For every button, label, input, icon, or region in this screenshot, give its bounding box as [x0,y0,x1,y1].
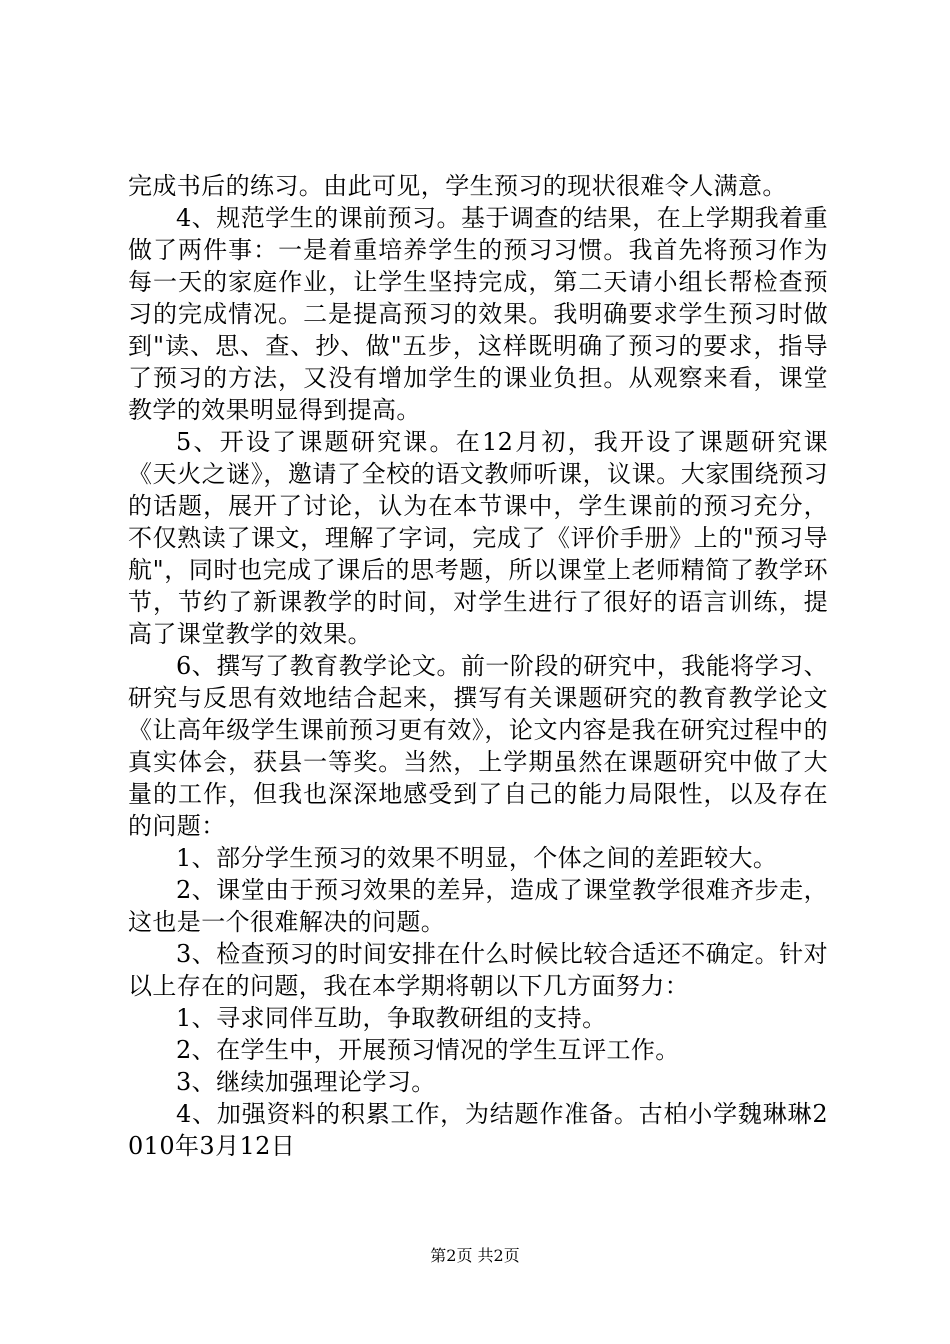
paragraph-0: 完成书后的练习。由此可见，学生预习的现状很难令人满意。 [128,172,787,200]
page-number-footer: 第2页 共2页 [430,1246,520,1265]
paragraph-3: 6、撰写了教育教学论文。前一阶段的研究中，我能将学习、研究与反思有效地结合起来，撰写有关课题研究的教育教学论文《让高年级学生课前预习更有效》，论文内容是我在研究过程中的真实体会，获县一等奖。当然，上学期虽然在课题研究中做了大量的工作，但我也深深地感受到了自己的能力局限性，以及存在的问题： [128,652,828,840]
paragraph-5: 2、课堂由于预习效果的差异，造成了课堂教学很难齐步走，这也是一个很难解决的问题。 [128,876,828,936]
paragraph-2: 5、开设了课题研究课。在12月初，我开设了课题研究课《天火之谜》，邀请了全校的语文教师听课，议课。大家围绕预习的话题，展开了讨论，认为在本节课中，学生课前的预习充分，不仅熟读了课文，理解了字词，完成了《评价手册》上的"预习导航"，同时也完成了课后的思考题，所以课堂上老师精简了教学环节，节约了新课教学的时间，对学生进行了很好的语言训练，提高了课堂教学的效果。 [128,428,828,648]
paragraph-1: 4、规范学生的课前预习。基于调查的结果，在上学期我着重做了两件事：一是着重培养学生的预习习惯。我首先将预习作为每一天的家庭作业，让学生坚持完成，第二天请小组长帮检查预习的完成情况。二是提高预习的效果。我明确要求学生预习时做到"读、思、查、抄、做"五步，这样既明确了预习的要求，指导了预习的方法，又没有增加学生的课业负担。从观察来看，课堂教学的效果明显得到提高。 [128,204,828,424]
paragraph-8: 2、在学生中，开展预习情况的学生互评工作。 [176,1036,680,1064]
document-body [128,170,828,1162]
paragraph-4: 1、部分学生预习的效果不明显，个体之间的差距较大。 [176,844,778,872]
paragraph-6: 3、检查预习的时间安排在什么时候比较合适还不确定。针对以上存在的问题，我在本学期将朝以下几方面努力： [128,940,828,1000]
paragraph-9: 3、继续加强理论学习。 [176,1068,436,1096]
paragraph-7: 1、寻求同伴互助，争取教研组的支持。 [176,1004,607,1032]
paragraph-10: 4、加强资料的积累工作，为结题作准备。古柏小学魏琳琳2010年3月12日 [128,1100,828,1160]
